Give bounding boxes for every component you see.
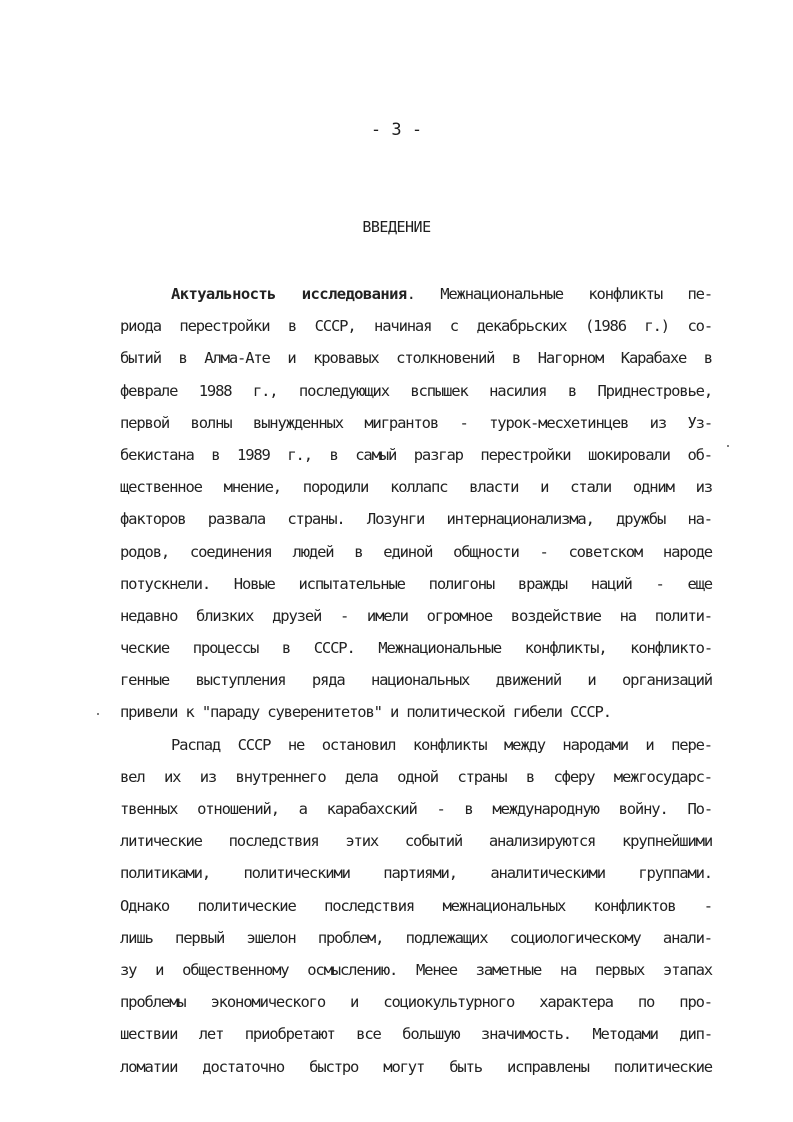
text-line: политиками, политическими партиями, аналитическими группами.: [120, 864, 712, 883]
body-text: [120, 278, 712, 1083]
text-line: недавно близких друзей - имели огромное воздействие на полити-: [120, 606, 712, 625]
section-heading: ВВЕДЕНИЕ: [362, 218, 431, 236]
text-line: вел их из внутреннего дела одной страны в сферу межгосударс-: [120, 767, 712, 786]
text-line: генные выступления ряда национальных движений и организаций: [120, 671, 712, 690]
page-number: - 3 -: [370, 120, 423, 140]
scan-speck: [97, 713, 99, 715]
scan-speck: [727, 445, 729, 447]
text-line: проблемы экономического и социокультурного характера по про-: [120, 993, 712, 1012]
text-line: твенных отношений, а карабахский - в международную войну. По-: [120, 800, 712, 818]
paragraph-1-first-line: [120, 278, 712, 310]
text-line: риода перестройки в СССР, начиная с декабрьских (1986 г.) со-: [120, 317, 712, 336]
text-line: щественное мнение, породили коллапс власти и стали одним из: [120, 478, 712, 497]
text-line: бекистана в 1989 г., в самый разгар перестройки шокировали об-: [120, 445, 712, 464]
text-line: зу и общественному осмыслению. Менее заметные на первых этапах: [120, 960, 712, 979]
text-line: первой волны вынужденных мигрантов - турок-месхетинцев из Уз-: [120, 413, 712, 432]
text-line: Однако политические последствия межнациональных конфликтов -: [120, 896, 712, 915]
paragraph-2: [120, 729, 712, 1083]
paragraph-2-first-line: Распад СССР не остановил конфликты между народами и пере-: [171, 735, 712, 754]
text-line: шествии лет приобретают все большую значимость. Методами дип-: [120, 1025, 712, 1044]
text-line: факторов развала страны. Лозунги интернационализма, дружбы на-: [120, 510, 712, 529]
text-line: бытий в Алма-Ате и кровавых столкновений в Нагорном Карабахе в: [120, 349, 712, 368]
text-line: родов, соединения людей в единой общности - советском народе: [120, 542, 712, 561]
text-line: привели к "параду суверенитетов" и политической гибели СССР.: [120, 703, 611, 722]
text-line: ческие процессы в СССР. Межнациональные конфликты, конфликто-: [120, 639, 712, 658]
text-line: лишь первый эшелон проблем, подлежащих социологическому анали-: [120, 928, 712, 947]
text-line: феврале 1988 г., последующих вспышек насилия в Приднестровье,: [120, 381, 712, 400]
lead-bold-phrase: Актуальность исследования: [171, 285, 407, 303]
lead-tail: . Межнациональные конфликты пе-: [406, 285, 712, 303]
text-line: потускнели. Новые испытательные полигоны вражды наций - еще: [120, 574, 712, 593]
text-line: литические последствия этих событий анализируются крупнейшими: [120, 832, 712, 851]
paragraph-1: [120, 278, 712, 729]
text-line: ломатии достаточно быстро могут быть исправлены политические: [120, 1057, 712, 1076]
